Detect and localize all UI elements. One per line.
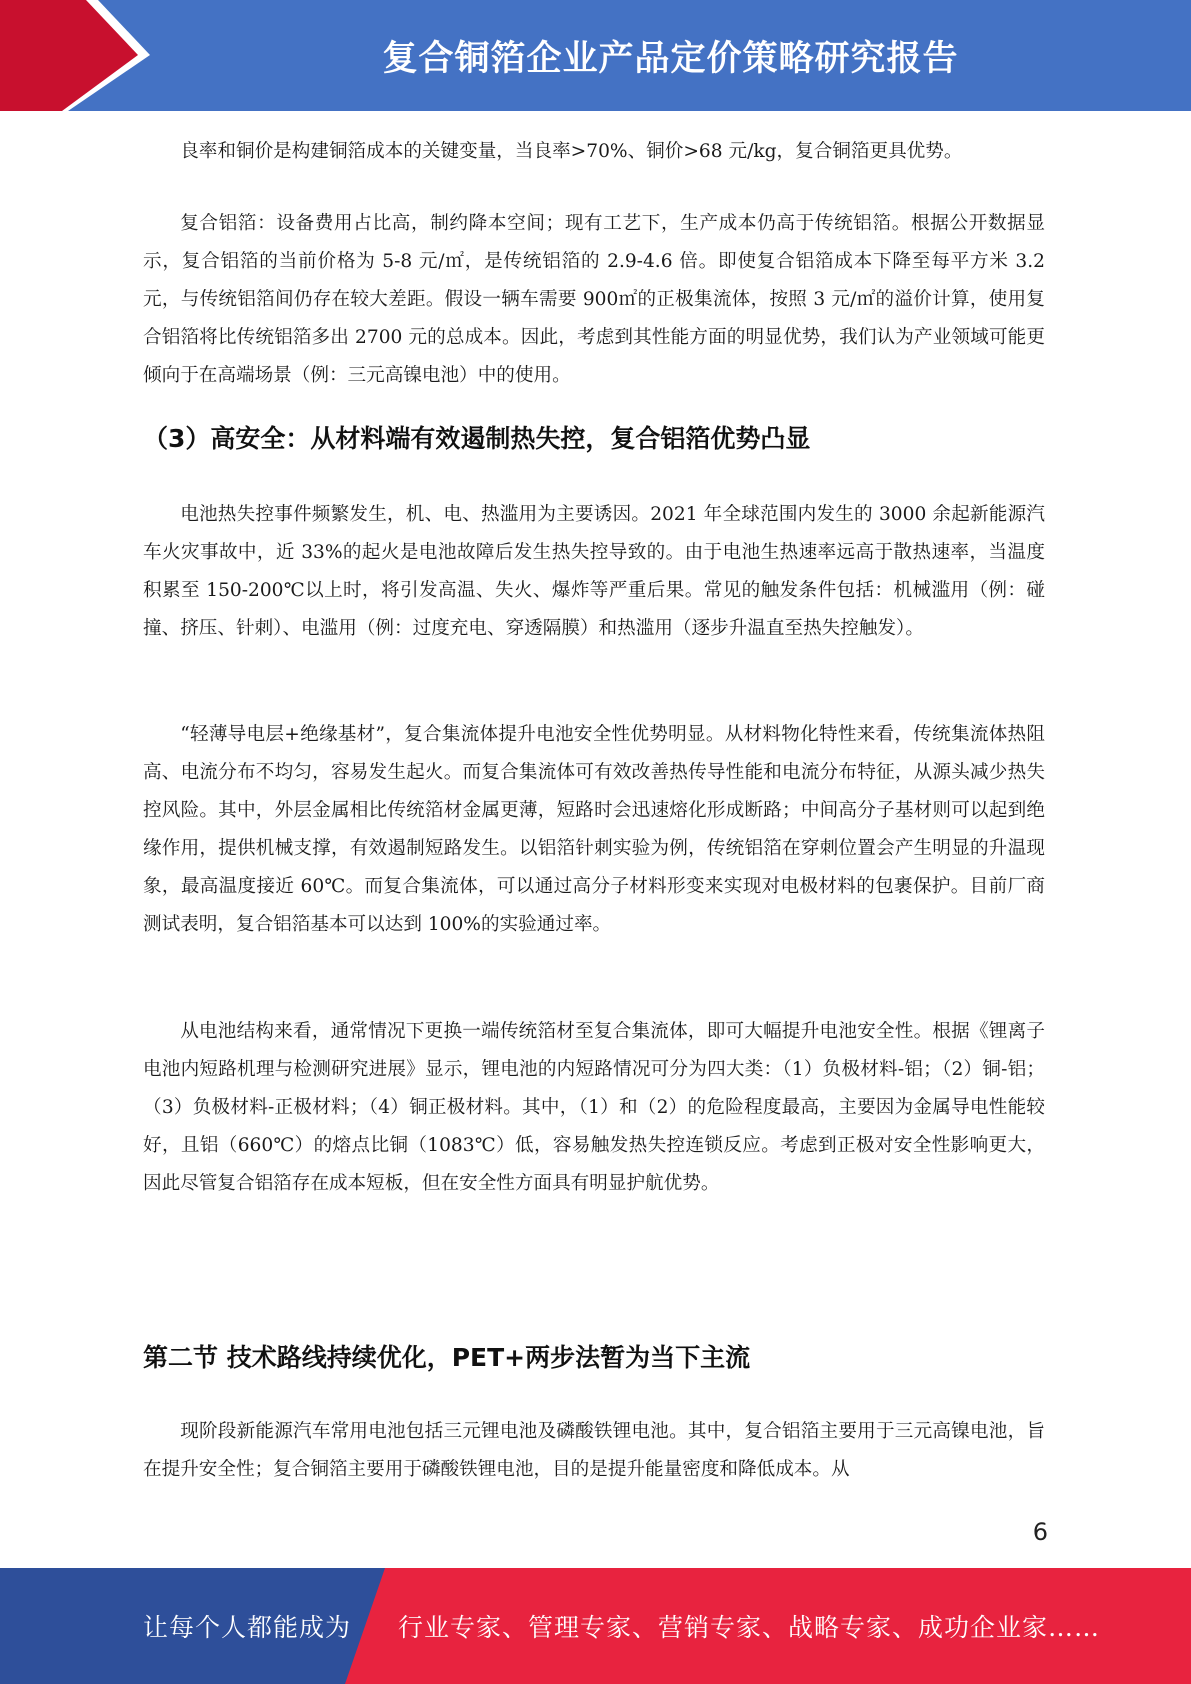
- page-footer: [0, 1568, 1191, 1684]
- paragraph-composite-collector-safety: “轻薄导电层+绝缘基材”，复合集流体提升电池安全性优势明显。从材料物化特性来看，传统集流体热阻高、电流分布不均匀，容易发生起火。而复合集流体可有效改善热传导性能和电流分布特征，从源头减少热失控风险。其中，外层金属相比传统箔材金属更薄，短路时会迅速熔化形成断路；中间高分子基材则可以起到绝缘作用，提供机械支撑，有效遏制短路发生。以铝箔针刺实验为例，传统铝箔在穿刺位置会产生明显的升温现象，最高温度接近 60℃。而复合集流体，可以通过高分子材料形变来实现对电极材料的包裹保护。目前厂商测试表明，复合铝箔基本可以达到 100%的实验通过率。: [143, 724, 1045, 935]
- page-header: [0, 0, 1191, 111]
- paragraph-cost-variables: 良率和铜价是构建铜箔成本的关键变量，当良率>70%、铜价>68 元/kg，复合铜箔更具优势。: [180, 141, 963, 162]
- paragraph-battery-structure: 从电池结构来看，通常情况下更换一端传统箔材至复合集流体，即可大幅提升电池安全性。根据《锂离子电池内短路机理与检测研究进展》显示，锂电池的内短路情况可分为四大类：（1）负极材料-铝；（2）铜-铝；（3）负极材料-正极材料；（4）铜正极材料。其中，（1）和（2）的危险程度最高，主要因为金属导电性能较好，且铝（660℃）的熔点比铜（1083℃）低，容易触发热失控连锁反应。考虑到正极对安全性影响更大，因此尽管复合铝箔存在成本短板，但在安全性方面具有明显护航优势。: [143, 1021, 1045, 1194]
- paragraph-composite-aluminum-cost: 复合铝箔：设备费用占比高，制约降本空间；现有工艺下，生产成本仍高于传统铝箔。根据公开数据显示，复合铝箔的当前价格为 5-8 元/㎡，是传统铝箔的 2.9-4.6 倍。即使复合铝箔成本下降至每平方米 3.2 元，与传统铝箔间仍存在较大差距。假设一辆车需要 900㎡的正极集流体，按照 3 元/㎡的溢价计算，使用复合铝箔将比传统铝箔多出 2700 元的总成本。因此，考虑到其性能方面的明显优势，我们认为产业领域可能更倾向于在高端场景（例：三元高镍电池）中的使用。: [143, 213, 1045, 386]
- page-number: 6: [1032, 1518, 1048, 1546]
- section-heading-tech-route: 第二节 技术路线持续优化，PET+两步法暂为当下主流: [143, 1343, 751, 1372]
- subheading-high-safety: （3）高安全：从材料端有效遏制热失控，复合铝箔优势凸显: [143, 424, 811, 453]
- report-title: 复合铜箔企业产品定价策略研究报告: [382, 38, 959, 79]
- paragraph-thermal-runaway: 电池热失控事件频繁发生，机、电、热滥用为主要诱因。2021 年全球范围内发生的 3000 余起新能源汽车火灾事故中，近 33%的起火是电池故障后发生热失控导致的。由于电池生热速率远高于散热速率，当温度积累至 150-200℃以上时，将引发高温、失火、爆炸等严重后果。常见的触发条件包括：机械滥用（例：碰撞、挤压、针刺）、电滥用（例：过度充电、穿透隔膜）和热滥用（逐步升温直至热失控触发）。: [143, 504, 1045, 639]
- footer-slogan-left: 让每个人都能成为: [143, 1613, 352, 1642]
- header-red-chevron-icon: [0, 0, 160, 111]
- paragraph-battery-types: 现阶段新能源汽车常用电池包括三元锂电池及磷酸铁锂电池。其中，复合铝箔主要用于三元高镍电池，旨在提升安全性；复合铜箔主要用于磷酸铁锂电池，目的是提升能量密度和降低成本。从: [143, 1421, 1045, 1480]
- footer-slogan-right: 行业专家、管理专家、营销专家、战略专家、成功企业家……: [398, 1613, 1101, 1642]
